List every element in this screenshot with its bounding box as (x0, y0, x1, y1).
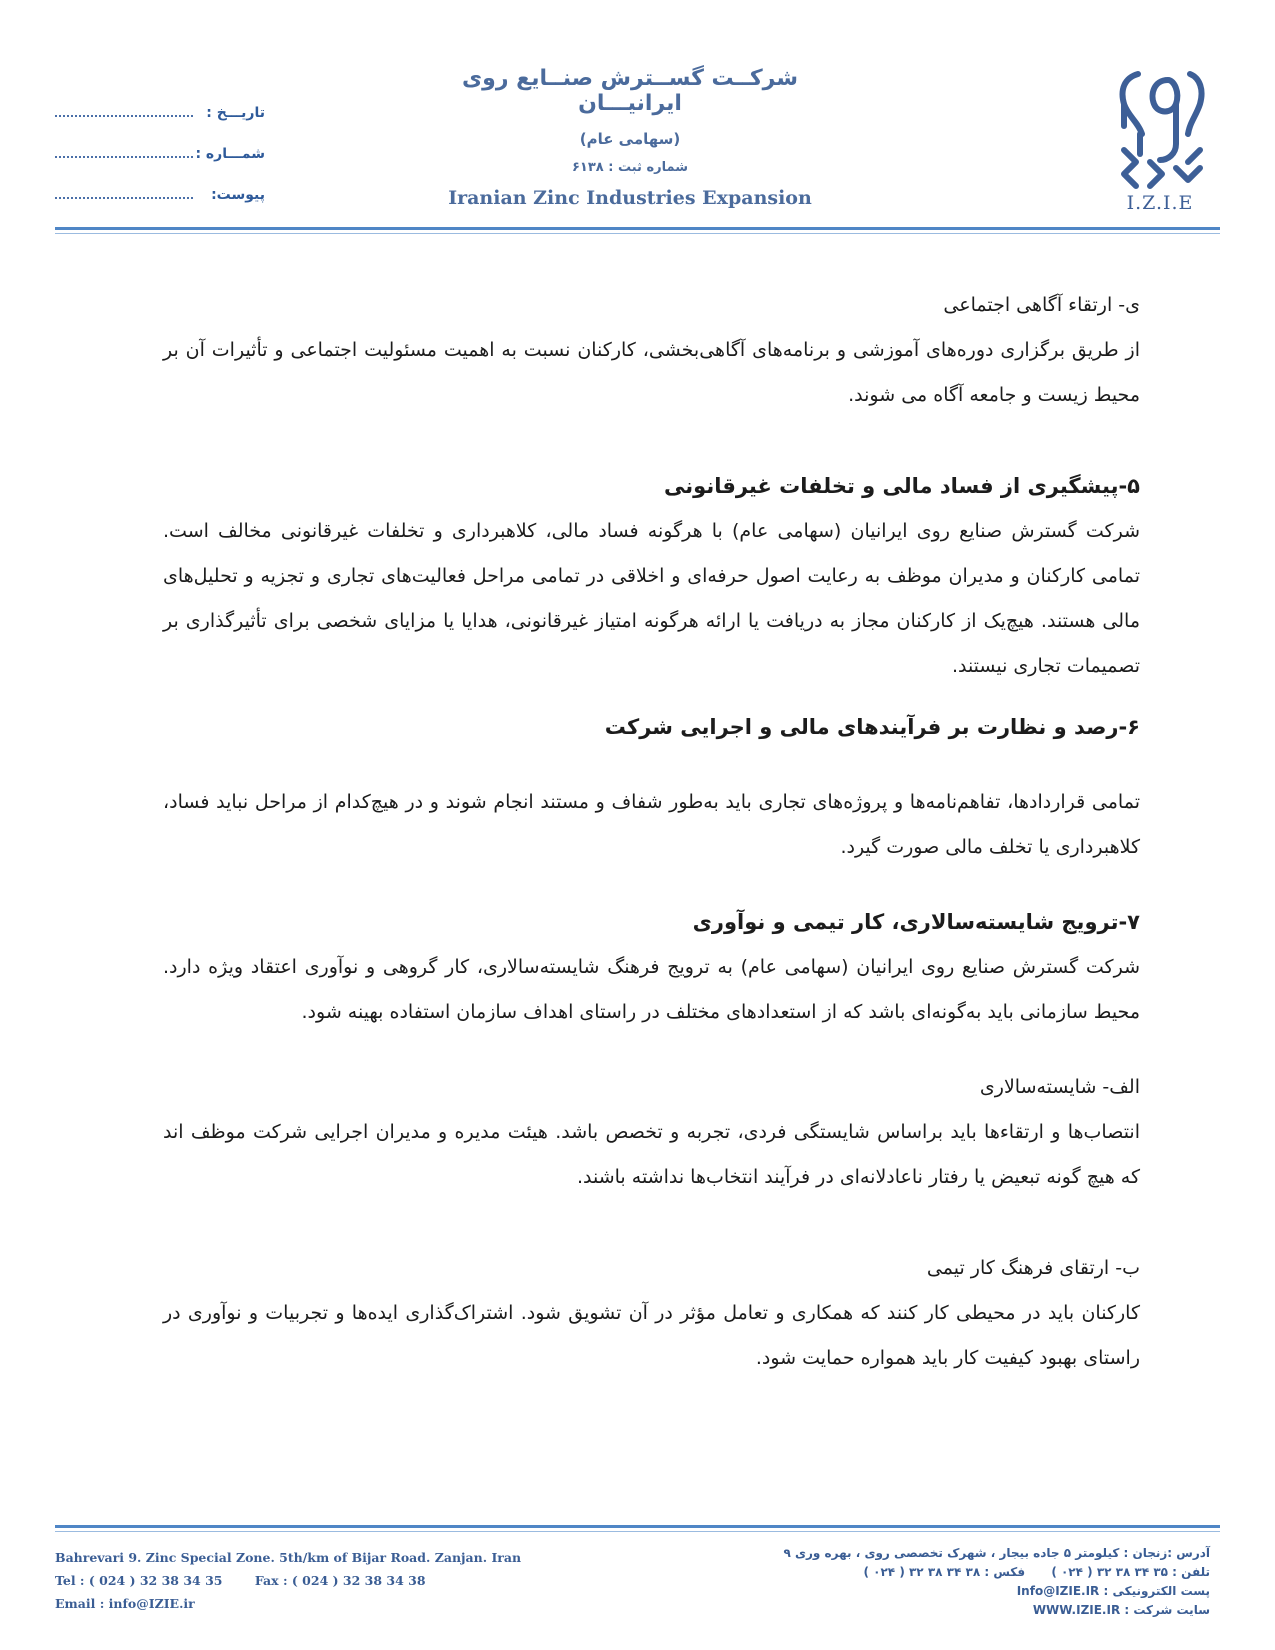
letter-meta-fields (55, 92, 265, 215)
section-7b-title: ب- ارتقای فرهنگ کار تیمی (926, 1257, 1140, 1279)
header-rule (55, 227, 1220, 230)
attachment-dotted-line (55, 197, 193, 199)
header-rule-thin (55, 233, 1220, 234)
date-dotted-line (55, 115, 193, 117)
section-6-text: تمامی قراردادها، تفاهم‌نامه‌ها و پروژه‌های تجاری باید به‌طور شفاف و مستند انجام شوند و در هیچ‌کدام از مراحل نباید فساد، کلاهبرداری یا تخلف مالی صورت گیرد. (163, 791, 1140, 858)
footer-fax-en: Fax : ( 024 ) 32 38 34 38 (254, 1573, 426, 1588)
footer-contact-fa (690, 1544, 1210, 1620)
number-dotted-line (55, 156, 193, 158)
footer-phone-row-en (55, 1569, 615, 1592)
number-row (55, 133, 265, 174)
company-name-fa: شرکــت گســترش صنــایع روی ایرانیـــان (462, 66, 798, 116)
section-7b-text: کارکنان باید در محیطی کار کنند که همکاری و تعامل مؤثر در آن تشویق شود. اشتراک‌گذاری ایده‌ها و تجربیات و نوآوری در راستای بهبود کیفیت کار باید همواره حمایت شود. (163, 1302, 1140, 1369)
footer-address-fa: آدرس :زنجان : کیلومتر ۵ جاده بیجار ، شهرک تخصصی روی ، بهره وری ۹ (783, 1546, 1210, 1560)
section-7-heading: ۷-ترویج شایسته‌سالاری، کار تیمی و نوآوری (692, 910, 1140, 934)
attachment-row (55, 174, 265, 215)
footer-address-en: Bahrevari 9. Zinc Special Zone. 5th/km of Bijar Road. Zanjan. Iran (55, 1550, 522, 1565)
company-name-en: Iranian Zinc Industries Expansion (448, 187, 812, 209)
date-row (55, 92, 265, 133)
attachment-label: پیوست: (211, 186, 265, 203)
footer-tel-fa: تلفن : ۳۵ ۳۴ ۳۸ ۳۲ ( ۰۲۴ ) (1051, 1565, 1210, 1579)
section-7a-text: انتصاب‌ها و ارتقاءها باید براساس شایستگی فردی، تجربه و تخصص باشد. هیئت مدیره و مدیران اجرایی شرکت موظف اند که هیچ گونه تبعیض یا رفتار ناعادلانه‌ای در فرآیند انتخاب‌ها نداشته باشند. (163, 1121, 1140, 1188)
footer-rule (55, 1525, 1220, 1528)
section-5-heading: ۵-پیشگیری از فساد مالی و تخلفات غیرقانونی (664, 474, 1140, 498)
number-label: شمـــاره : (195, 145, 265, 162)
section-5-text: شرکت گسترش صنایع روی ایرانیان (سهامی عام) با هرگونه فساد مالی، کلاهبرداری و تخلفات غیرقانونی مخالف است. تمامی کارکنان و مدیران موظف به رعایت اصول حرفه‌ای و اخلاقی در تمامی مراحل فعالیت‌های تجاری و تجزیه و تحلیل‌های مالی هستند. هیچ‌یک از کارکنان مجاز به دریافت یا ارائه هرگونه امتیاز غیرقانونی، هدایا یا مزایای شخصی برای تأثیرگذاری بر تصمیمات تجاری نیستند. (163, 520, 1140, 677)
section-7-text: شرکت گسترش صنایع روی ایرانیان (سهامی عام) به ترویج فرهنگ شایسته‌سالاری، کار گروهی و نوآوری اعتقاد ویژه دارد. محیط سازمانی باید به‌گونه‌ای باشد که از استعدادهای مختلف در راستای اهداف سازمان استفاده بهینه شود. (163, 956, 1140, 1023)
letterhead-header (0, 0, 1275, 240)
footer-tel-en: Tel : ( 024 ) 32 38 34 35 (55, 1573, 223, 1588)
section-7a-title: الف- شایسته‌سالاری (979, 1076, 1140, 1098)
document-body (163, 283, 1140, 1381)
section-6-heading: ۶-رصد و نظارت بر فرآیندهای مالی و اجرایی شرکت (604, 715, 1140, 739)
footer-phone-row-fa (690, 1563, 1210, 1582)
company-type-fa: (سهامی عام) (579, 130, 681, 148)
date-label: تاریـــخ : (206, 104, 265, 121)
footer-contact-en (55, 1546, 615, 1615)
footer-email-en: Email : info@IZIE.ir (55, 1596, 195, 1611)
footer-rule-thin (55, 1531, 1220, 1532)
section-y-text: از طریق برگزاری دوره‌های آموزشی و برنامه‌های آگاهی‌بخشی، کارکنان نسبت به اهمیت مسئولیت اجتماعی و تأثیرات آن بر محیط زیست و جامعه آگاه می شوند. (163, 339, 1140, 406)
footer-site-fa: سایت شرکت : WWW.IZIE.IR (1032, 1603, 1210, 1617)
logo-text: I.Z.I.E (1126, 192, 1194, 214)
footer-fax-fa: فکس : ۳۸ ۳۴ ۳۸ ۳۲ ( ۰۲۴ ) (863, 1565, 1026, 1579)
registration-number: شماره ثبت : ۶۱۳۸ (571, 160, 688, 175)
section-y-title: ی- ارتقاء آگاهی اجتماعی (943, 294, 1140, 316)
footer-email-fa: پست الکترونیکی : Info@IZIE.IR (1016, 1584, 1210, 1598)
company-title-block (420, 66, 840, 209)
